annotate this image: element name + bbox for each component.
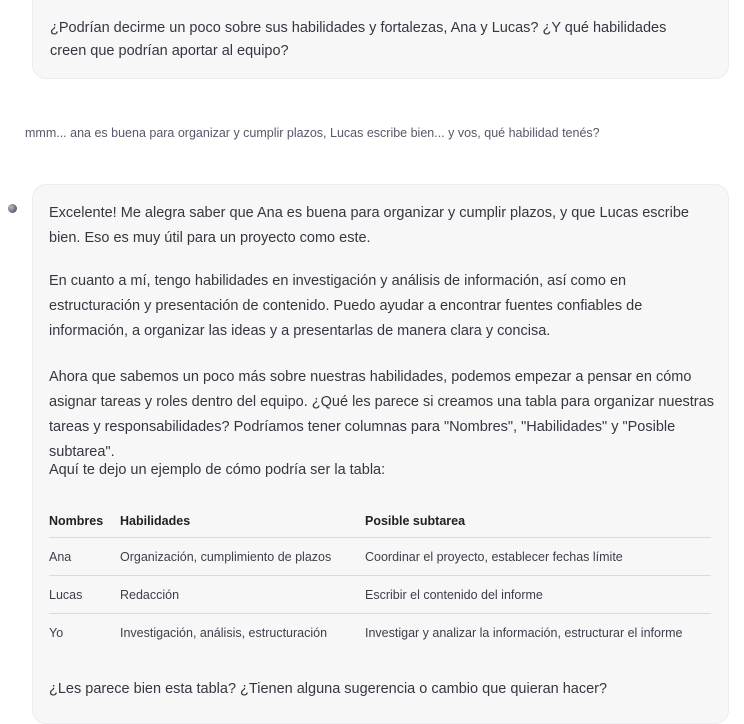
response-paragraph-4: Aquí te dejo un ejemplo de cómo podría ser la tabla: — [49, 462, 386, 478]
response-paragraph-3: Ahora que sabemos un poco más sobre nuestras habilidades, podemos empezar a pensar en cómo asignar tareas y roles dentro del equipo. ¿Qué les parece si creamos una tabla para organizar nuestras tareas y responsabilidades? Podríamos tener columnas para "Nombres", "Habilidades" y "Posible subtarea". — [49, 369, 714, 460]
table-row — [49, 576, 711, 614]
cell-habilidades: Organización, cumplimiento de plazos — [120, 538, 365, 576]
cell-nombre: Lucas — [49, 576, 120, 614]
table-row — [49, 538, 711, 576]
cell-nombre: Yo — [49, 625, 64, 640]
response-paragraph-1: Excelente! Me alegra saber que Ana es buena para organizar y cumplir plazos, y que Lucas escribe bien. Eso es muy útil para un proyecto como este. — [49, 205, 689, 246]
roles-table — [49, 504, 711, 651]
assistant-question-message — [32, 0, 729, 79]
column-header-nombres: Nombres — [49, 504, 120, 538]
cell-subtarea: Escribir el contenido del informe — [365, 576, 711, 614]
cell-subtarea: Investigar y analizar la información, estructurar el informe — [365, 625, 683, 640]
table-row — [49, 614, 711, 652]
cell-habilidades: Investigación, análisis, estructuración — [120, 625, 328, 640]
question-text: ¿Podrían decirme un poco sobre sus habilidades y fortalezas, Ana y Lucas? ¿Y qué habilidades creen que podrían aportar al equipo? — [50, 20, 667, 59]
cell-nombre: Ana — [49, 538, 120, 576]
column-header-posible-subtarea: Posible subtarea — [365, 504, 711, 538]
table-header-row — [49, 504, 711, 538]
cell-subtarea: Coordinar el proyecto, establecer fechas límite — [365, 538, 711, 576]
assistant-avatar-icon — [8, 204, 17, 213]
response-paragraph-2: En cuanto a mí, tengo habilidades en investigación y análisis de información, así como en estructuración y presentación de contenido. Puedo ayudar a encontrar fuentes confiables de información, a organizar las ideas y a presentarlas de manera clara y concisa. — [49, 273, 643, 339]
response-closing-question: ¿Les parece bien esta tabla? ¿Tienen alguna sugerencia o cambio que quieran hacer? — [49, 681, 608, 697]
user-message-text: mmm... ana es buena para organizar y cumplir plazos, Lucas escribe bien... y vos, qué habilidad tenés? — [25, 126, 600, 140]
cell-habilidades: Redacción — [120, 576, 365, 614]
column-header-habilidades: Habilidades — [120, 504, 365, 538]
